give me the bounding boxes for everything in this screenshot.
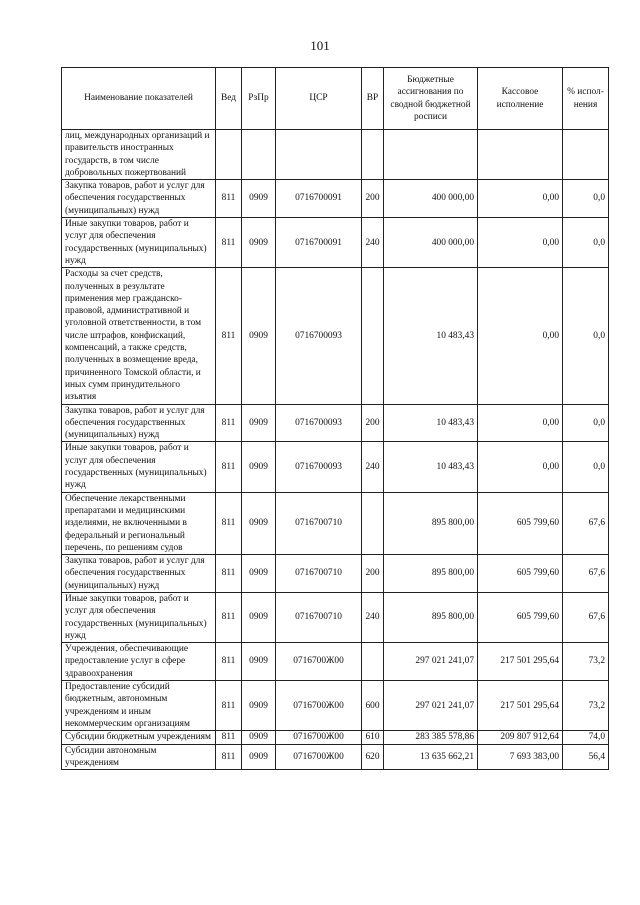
cell-percent: 0,0	[563, 442, 609, 492]
cell-percent: 56,4	[563, 744, 609, 770]
cell-cash-execution: 217 501 295,64	[478, 643, 563, 681]
table-row	[62, 643, 609, 681]
cell-name: лиц, международных организаций и правительств иностранных государств, в том числе добровольных пожертвований	[62, 130, 216, 180]
cell-name: Субсидии автономным учреждениям	[62, 744, 216, 770]
cell-cash-execution: 0,00	[478, 218, 563, 268]
cell-percent: 0,0	[563, 180, 609, 218]
cell-assignments: 895 800,00	[384, 592, 478, 642]
header-name: Наименование показателей	[62, 68, 216, 130]
cell-csr: 0716700Ж00	[276, 643, 362, 681]
cell-csr: 0716700093	[276, 442, 362, 492]
table-row	[62, 592, 609, 642]
cell-ved: 811	[216, 731, 242, 744]
table-row	[62, 218, 609, 268]
cell-percent: 0,0	[563, 404, 609, 442]
cell-name: Закупка товаров, работ и услуг для обеспечения государственных (муниципальных) нужд	[62, 555, 216, 593]
cell-csr: 0716700093	[276, 268, 362, 404]
cell-vr: 200	[362, 404, 384, 442]
cell-name: Закупка товаров, работ и услуг для обеспечения государственных (муниципальных) нужд	[62, 404, 216, 442]
cell-ved: 811	[216, 404, 242, 442]
cell-assignments: 13 635 662,21	[384, 744, 478, 770]
cell-rzpr: 0909	[242, 681, 276, 731]
cell-vr	[362, 492, 384, 554]
cell-cash-execution: 209 807 912,64	[478, 731, 563, 744]
cell-cash-execution: 0,00	[478, 404, 563, 442]
cell-rzpr: 0909	[242, 268, 276, 404]
cell-cash-execution: 0,00	[478, 180, 563, 218]
cell-vr: 240	[362, 592, 384, 642]
cell-name: Иные закупки товаров, работ и услуг для обеспечения государственных (муниципальных) нужд	[62, 592, 216, 642]
cell-ved: 811	[216, 744, 242, 770]
cell-vr: 610	[362, 731, 384, 744]
cell-ved	[216, 130, 242, 180]
cell-rzpr: 0909	[242, 555, 276, 593]
cell-percent	[563, 130, 609, 180]
cell-assignments: 895 800,00	[384, 492, 478, 554]
header-cash-execution: Кассовое исполнение	[478, 68, 563, 130]
cell-csr: 0716700710	[276, 492, 362, 554]
cell-ved: 811	[216, 442, 242, 492]
table-row	[62, 681, 609, 731]
cell-name: Расходы за счет средств, полученных в результате применения мер гражданско-правовой, административной и уголовной ответственности, в том числе штрафов, конфискаций, компенсаций, а также средств, полученных в возмещение вреда, причиненного Томской области, и иных сумм принудительного изъятия	[62, 268, 216, 404]
header-vr: ВР	[362, 68, 384, 130]
cell-assignments: 297 021 241,07	[384, 681, 478, 731]
table-row	[62, 268, 609, 404]
cell-percent: 67,6	[563, 592, 609, 642]
cell-cash-execution: 217 501 295,64	[478, 681, 563, 731]
cell-rzpr: 0909	[242, 442, 276, 492]
cell-csr: 0716700Ж00	[276, 744, 362, 770]
cell-csr	[276, 130, 362, 180]
budget-execution-table	[61, 67, 609, 770]
cell-ved: 811	[216, 492, 242, 554]
cell-percent: 67,6	[563, 492, 609, 554]
table-row	[62, 555, 609, 593]
cell-vr: 240	[362, 442, 384, 492]
cell-vr: 620	[362, 744, 384, 770]
cell-ved: 811	[216, 218, 242, 268]
cell-rzpr: 0909	[242, 744, 276, 770]
cell-assignments: 10 483,43	[384, 404, 478, 442]
cell-rzpr: 0909	[242, 592, 276, 642]
cell-rzpr: 0909	[242, 180, 276, 218]
cell-percent: 0,0	[563, 218, 609, 268]
cell-rzpr: 0909	[242, 731, 276, 744]
cell-csr: 0716700Ж00	[276, 731, 362, 744]
table-header-row	[62, 68, 609, 130]
cell-name: Учреждения, обеспечивающие предоставление услуг в сфере здравоохранения	[62, 643, 216, 681]
cell-csr: 0716700091	[276, 180, 362, 218]
table-row	[62, 492, 609, 554]
cell-csr: 0716700710	[276, 592, 362, 642]
cell-assignments: 895 800,00	[384, 555, 478, 593]
cell-assignments: 283 385 578,86	[384, 731, 478, 744]
table-row	[62, 180, 609, 218]
header-percent: % испол-нения	[563, 68, 609, 130]
cell-percent: 73,2	[563, 681, 609, 731]
cell-rzpr: 0909	[242, 404, 276, 442]
cell-vr	[362, 268, 384, 404]
cell-name: Субсидии бюджетным учреждениям	[62, 731, 216, 744]
cell-cash-execution: 605 799,60	[478, 592, 563, 642]
cell-csr: 0716700093	[276, 404, 362, 442]
cell-cash-execution: 605 799,60	[478, 492, 563, 554]
table-row	[62, 731, 609, 744]
table-row	[62, 744, 609, 770]
table-row	[62, 442, 609, 492]
cell-cash-execution: 7 693 383,00	[478, 744, 563, 770]
table-row	[62, 130, 609, 180]
cell-name: Иные закупки товаров, работ и услуг для обеспечения государственных (муниципальных) нужд	[62, 218, 216, 268]
cell-vr: 200	[362, 180, 384, 218]
cell-vr: 600	[362, 681, 384, 731]
cell-csr: 0716700710	[276, 555, 362, 593]
header-csr: ЦСР	[276, 68, 362, 130]
cell-ved: 811	[216, 180, 242, 218]
cell-name: Закупка товаров, работ и услуг для обеспечения государственных (муниципальных) нужд	[62, 180, 216, 218]
cell-assignments: 10 483,43	[384, 268, 478, 404]
cell-rzpr	[242, 130, 276, 180]
cell-vr	[362, 643, 384, 681]
header-ved: Вед	[216, 68, 242, 130]
cell-name: Обеспечение лекарственными препаратами и медицинскими изделиями, не включенными в федеральный и региональный перечень, по решениям судов	[62, 492, 216, 554]
cell-ved: 811	[216, 555, 242, 593]
cell-csr: 0716700091	[276, 218, 362, 268]
cell-percent: 74,0	[563, 731, 609, 744]
cell-csr: 0716700Ж00	[276, 681, 362, 731]
cell-assignments: 297 021 241,07	[384, 643, 478, 681]
table-row	[62, 404, 609, 442]
cell-cash-execution	[478, 130, 563, 180]
cell-rzpr: 0909	[242, 218, 276, 268]
cell-rzpr: 0909	[242, 492, 276, 554]
cell-name: Иные закупки товаров, работ и услуг для обеспечения государственных (муниципальных) нужд	[62, 442, 216, 492]
cell-rzpr: 0909	[242, 643, 276, 681]
cell-assignments	[384, 130, 478, 180]
cell-vr: 240	[362, 218, 384, 268]
cell-assignments: 400 000,00	[384, 180, 478, 218]
cell-assignments: 400 000,00	[384, 218, 478, 268]
cell-percent: 73,2	[563, 643, 609, 681]
cell-vr: 200	[362, 555, 384, 593]
cell-percent: 0,0	[563, 268, 609, 404]
header-rzpr: РзПр	[242, 68, 276, 130]
cell-percent: 67,6	[563, 555, 609, 593]
cell-assignments: 10 483,43	[384, 442, 478, 492]
cell-cash-execution: 0,00	[478, 442, 563, 492]
cell-vr	[362, 130, 384, 180]
cell-ved: 811	[216, 643, 242, 681]
cell-ved: 811	[216, 268, 242, 404]
cell-ved: 811	[216, 592, 242, 642]
cell-name: Предоставление субсидий бюджетным, автономным учреждениям и иным некоммерческим организациям	[62, 681, 216, 731]
cell-cash-execution: 0,00	[478, 268, 563, 404]
header-assignments: Бюджетные ассигнования по сводной бюджетной росписи	[384, 68, 478, 130]
cell-ved: 811	[216, 681, 242, 731]
page-number: 101	[310, 38, 330, 53]
cell-cash-execution: 605 799,60	[478, 555, 563, 593]
